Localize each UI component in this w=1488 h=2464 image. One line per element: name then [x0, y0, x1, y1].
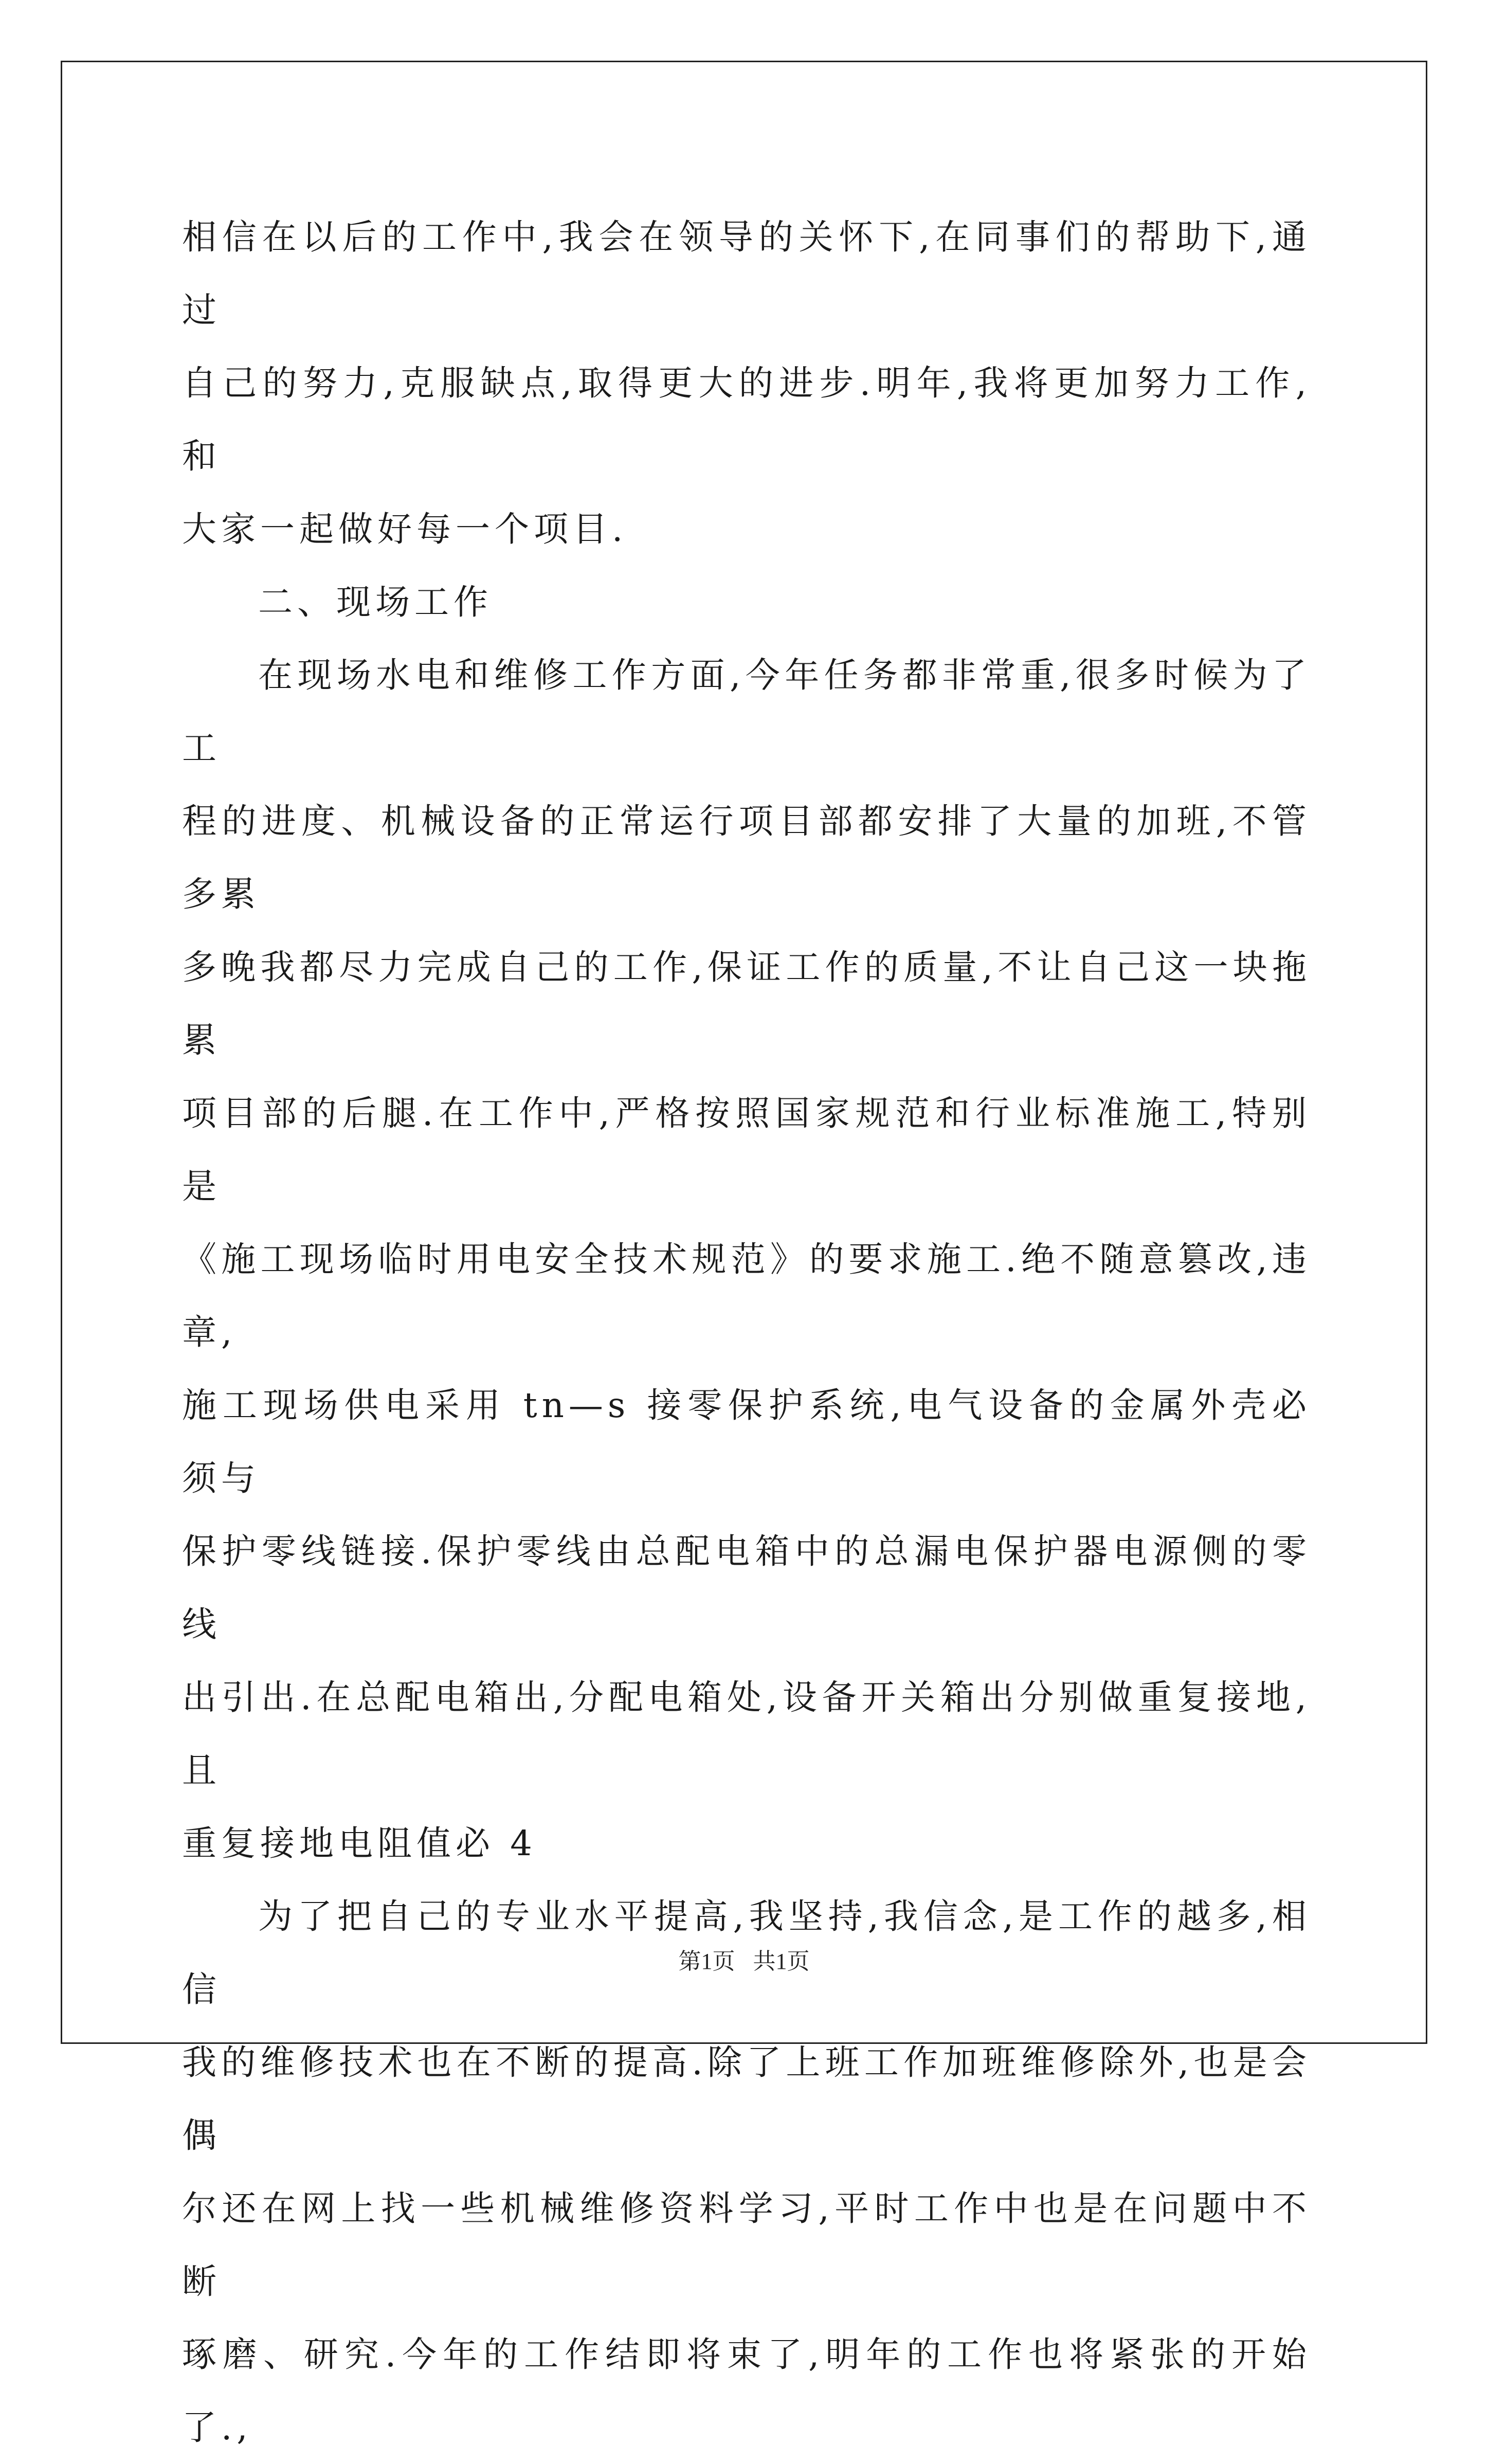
text-line: 重复接地电阻值必 4 [182, 1823, 537, 1863]
paragraph-site-work [182, 639, 1311, 1880]
text-line: 为了把自己的专业水平提高,我坚持,我信念,是工作的越多,相信 [182, 1896, 1311, 2009]
text-line: 在现场水电和维修工作方面,今年任务都非常重,很多时候为了工 [182, 655, 1311, 768]
page-total: 共1页 [753, 1949, 810, 1974]
section-heading [182, 566, 1311, 639]
text-line: 大家一起做好每一个项目. [182, 509, 628, 549]
text-line: 《施工现场临时用电安全技术规范》的要求施工.绝不随意篡改,违章, [182, 1239, 1311, 1352]
text-line: 保护零线链接.保护零线由总配电箱中的总漏电保护器电源侧的零线 [182, 1531, 1311, 1644]
text-line: 相信在以后的工作中,我会在领导的关怀下,在同事们的帮助下,通过 [182, 217, 1311, 330]
text-line: 琢磨、研究.今年的工作结即将束了,明年的工作也将紧张的开始了., [182, 2334, 1311, 2448]
text-line: 尔还在网上找一些机械维修资料学习,平时工作中也是在问题中不断 [182, 2188, 1311, 2302]
page-number: 第1页 [678, 1949, 735, 1974]
text-line: 程的进度、机械设备的正常运行项目部都安排了大量的加班,不管多累 [182, 801, 1311, 914]
text-line: 我的维修技术也在不断的提高.除了上班工作加班维修除外,也是会偶 [182, 2042, 1311, 2155]
document-body [182, 201, 1311, 2464]
page-footer [0, 1943, 1488, 1976]
text-line: 自己的努力,克服缺点,取得更大的进步.明年,我将更加努力工作,和 [182, 363, 1311, 476]
heading-text: 二、现场工作 [258, 582, 493, 622]
text-line: 项目部的后腿.在工作中,严格按照国家规范和行业标准施工,特别是 [182, 1093, 1311, 1206]
text-line: 施工现场供电采用 tn—s 接零保护系统,电气设备的金属外壳必须与 [182, 1385, 1311, 1498]
text-line: 出引出.在总配电箱出,分配电箱处,设备开关箱出分别做重复接地,且 [182, 1677, 1311, 1790]
paragraph-continuation [182, 201, 1311, 566]
text-line: 多晚我都尽力完成自己的工作,保证工作的质量,不让自己这一块拖累 [182, 947, 1311, 1060]
